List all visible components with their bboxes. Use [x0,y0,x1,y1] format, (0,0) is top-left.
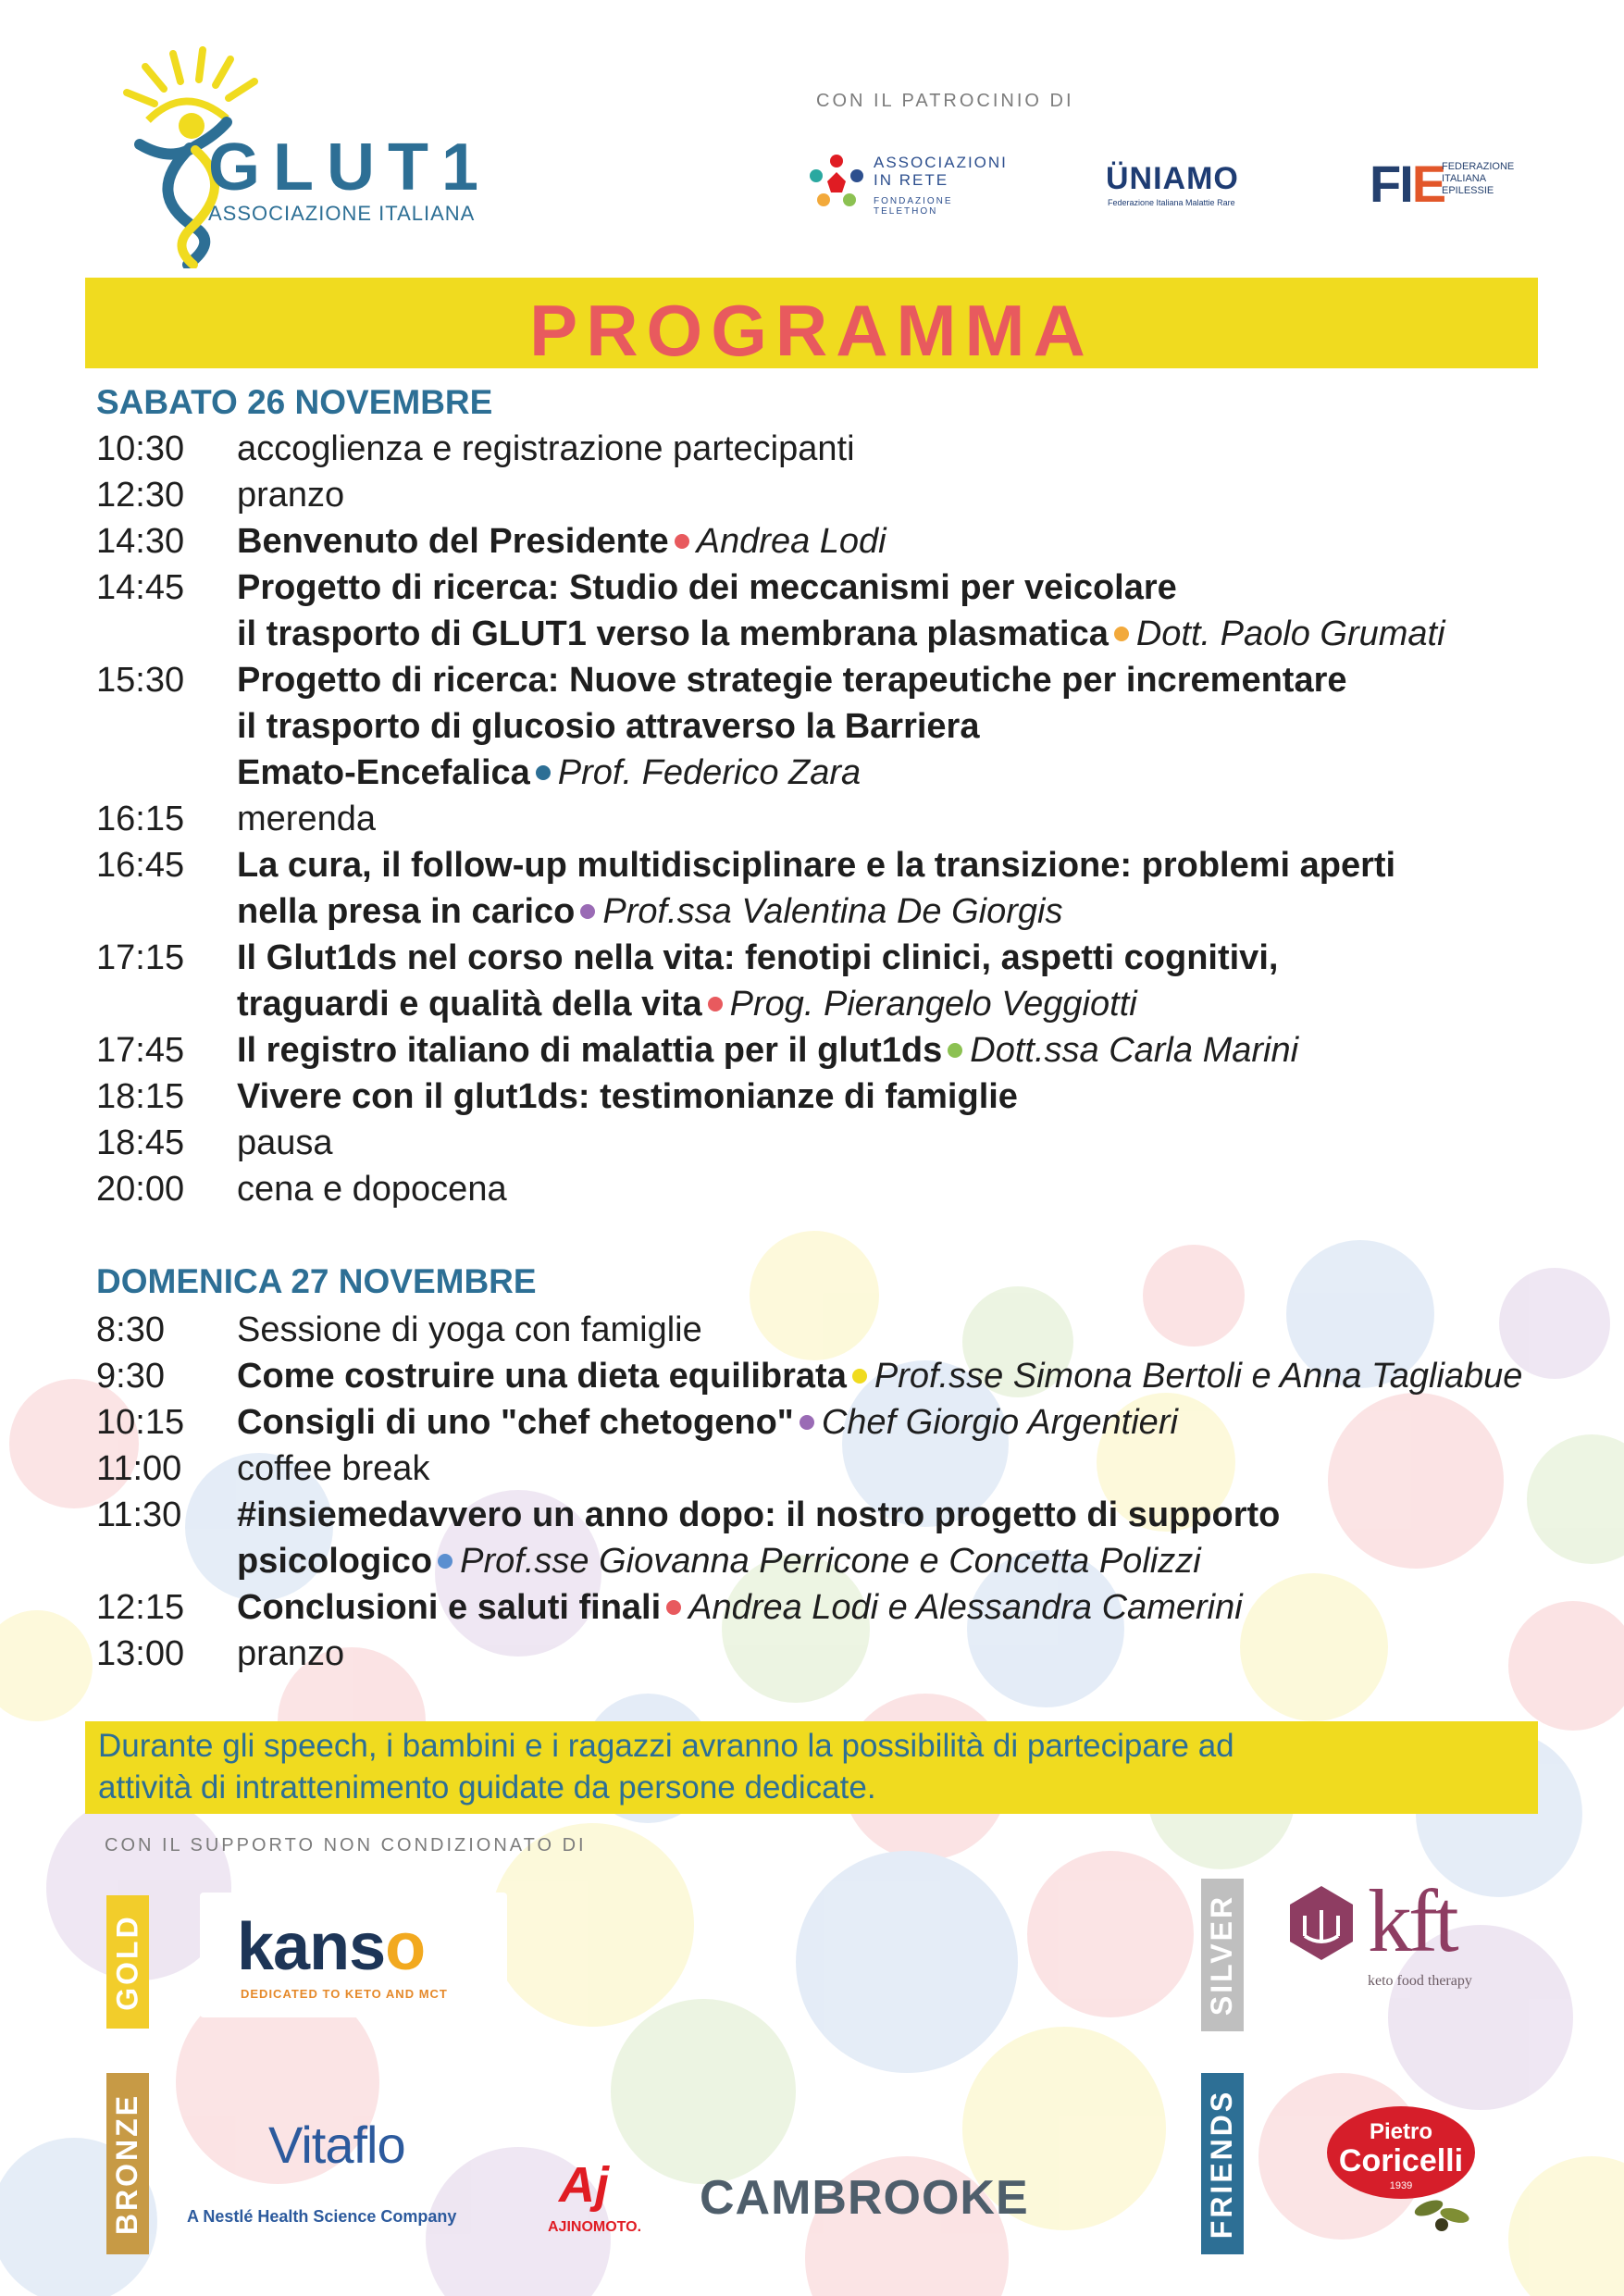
associazioni-text [874,154,1008,189]
schedule-row [96,657,1577,796]
uniamo-name: ÜNIAMO [1106,161,1239,196]
schedule-description [237,1027,1577,1074]
schedule-time: 15:30 [96,661,185,700]
bullet-dot-icon [800,1415,814,1430]
schedule-description [237,1492,1577,1584]
ajinomoto-mark: Aj [559,2157,609,2213]
schedule-line [237,1492,1577,1538]
bullet-dot-icon [536,765,551,780]
schedule-text: pausa [237,1123,333,1162]
speaker-name: Prof.ssa Valentina De Giorgis [602,892,1063,931]
speaker-name: Prof.sse Giovanna Perricone e Concetta Polizzi [460,1542,1201,1581]
schedule-row [96,1166,1577,1212]
logo-subtitle: ASSOCIAZIONE ITALIANA [208,202,476,225]
kanso-tagline: DEDICATED TO KETO AND MCT [241,1987,448,2001]
schedule-time: 13:00 [96,1634,185,1673]
fie-line1: FEDERAZIONE [1442,161,1515,172]
schedule-time: 10:15 [96,1403,185,1442]
associazioni-line1: ASSOCIAZIONI [874,154,1008,171]
schedule-text: il trasporto di GLUT1 verso la membrana plasmatica [237,614,1109,653]
bullet-dot-icon [852,1369,867,1384]
schedule-time: 18:15 [96,1077,185,1116]
schedule-description [237,1120,1577,1166]
schedule-line [237,1446,1577,1492]
schedule-time: 11:00 [96,1449,182,1488]
schedule-text: cena e dopocena [237,1170,507,1209]
schedule-text: il trasporto di glucosio attraverso la Barriera [237,707,980,746]
schedule-text: Vivere con il glut1ds: testimonianze di famiglie [237,1077,1018,1116]
uniamo-logo [1106,148,1272,213]
tier-friends-label: FRIENDS [1205,2089,1239,2239]
schedule-row [96,842,1577,935]
schedule-row [96,472,1577,518]
schedule-time: 17:15 [96,938,185,977]
coricelli-line1: Pietro [1369,2119,1432,2144]
fie-mark-e: E [1411,155,1445,213]
fie-line2: ITALIANA [1442,173,1487,184]
schedule-line [237,750,1577,796]
kanso-name-b: o [385,1910,426,1984]
schedule-time: 10:30 [96,429,185,468]
star-people-icon [807,152,866,211]
schedule-sabato [96,426,1577,1212]
patrocinio-label: CON IL PATROCINIO DI [816,91,1074,111]
speaker-name: Dott.ssa Carla Marini [970,1031,1299,1070]
schedule-text: accoglienza e registrazione partecipanti [237,429,855,468]
schedule-line [237,1631,1577,1677]
schedule-description [237,796,1577,842]
kft-tagline: keto food therapy [1368,1973,1472,1989]
glut1-logo [106,46,492,268]
hexagon-icon [1284,1882,1358,1966]
schedule-text: psicologico [237,1542,433,1581]
bullet-dot-icon [948,1043,962,1058]
schedule-description [237,1631,1577,1677]
vitaflo-logo [185,2105,500,2244]
schedule-line [237,703,1577,750]
schedule-line [237,1166,1577,1212]
ajinomoto-name: AJINOMOTO. [548,2219,642,2235]
notice-line1: Durante gli speech, i bambini e i ragazzi avranno la possibilità di partecipare ad [98,1728,1234,1764]
schedule-line [237,1584,1577,1631]
schedule-text: Il registro italiano di malattia per il glut1ds [237,1031,943,1070]
schedule-description [237,1399,1577,1446]
tier-bronze-badge [106,2073,149,2254]
kanso-name-a: kans [237,1910,386,1984]
tier-gold-label: GOLD [110,1913,144,2011]
schedule-text: Sessione di yoga con famiglie [237,1310,702,1349]
speaker-name: Andrea Lodi [696,522,886,561]
schedule-line [237,472,1577,518]
speaker-name: Prof.sse Simona Bertoli e Anna Tagliabue [874,1357,1523,1396]
tier-bronze-label: BRONZE [110,2092,144,2235]
coricelli-year: 1939 [1389,2180,1413,2191]
schedule-time: 17:45 [96,1031,185,1070]
schedule-line [237,518,1577,565]
logo-name: GLUT1 [208,130,492,205]
schedule-row [96,1492,1577,1584]
schedule-line [237,1399,1577,1446]
schedule-time: 8:30 [96,1310,165,1349]
tier-gold-badge [106,1895,149,2029]
schedule-line [237,842,1577,888]
fie-line3: EPILESSIE [1442,185,1494,196]
speaker-name: Chef Giorgio Argentieri [821,1403,1178,1442]
schedule-text: Emato-Encefalica [237,753,530,792]
schedule-line [237,935,1577,981]
schedule-description [237,1166,1577,1212]
schedule-text: pranzo [237,476,345,515]
fondazione-telethon-text: FONDAZIONE TELETHON [874,196,953,217]
schedule-line [237,1120,1577,1166]
associazioni-line2: IN RETE [874,171,949,189]
schedule-line [237,1074,1577,1120]
schedule-description [237,565,1577,657]
coricelli-line2: Coricelli [1338,2143,1464,2178]
schedule-row [96,426,1577,472]
schedule-description [237,1584,1577,1631]
schedule-row [96,1074,1577,1120]
schedule-time: 9:30 [96,1357,165,1396]
day-heading-sabato: SABATO 26 NOVEMBRE [96,383,493,421]
schedule-text: merenda [237,800,376,838]
cambrooke-logo: CAMBROOKE [700,2171,1029,2225]
fie-logo [1370,148,1527,213]
schedule-description [237,1446,1577,1492]
kanso-logo [200,1893,507,2017]
bullet-dot-icon [708,997,723,1011]
schedule-line [237,611,1577,657]
schedule-description [237,842,1577,935]
schedule-row [96,565,1577,657]
kft-logo [1284,1869,1525,1999]
ajinomoto-logo [544,2156,646,2249]
schedule-time: 16:15 [96,800,185,838]
vitaflo-tagline: A Nestlé Health Science Company [187,2207,457,2226]
speaker-name: Andrea Lodi e Alessandra Camerini [688,1588,1243,1627]
schedule-line [237,1307,1577,1353]
schedule-line [237,426,1577,472]
schedule-description [237,518,1577,565]
schedule-description [237,935,1577,1027]
schedule-time: 12:15 [96,1588,185,1627]
schedule-description [237,1307,1577,1353]
schedule-text: La cura, il follow-up multidisciplinare e la transizione: problemi aperti [237,846,1396,885]
schedule-time: 12:30 [96,476,185,515]
schedule-domenica [96,1307,1577,1677]
schedule-description [237,1353,1577,1399]
notice-banner [85,1721,1538,1814]
kanso-name [237,1909,425,1985]
schedule-line [237,888,1577,935]
schedule-time: 11:30 [96,1496,182,1534]
schedule-row [96,1399,1577,1446]
olive-branch-icon [1401,2190,1484,2236]
schedule-time: 14:30 [96,522,185,561]
page-title: PROGRAMMA [529,290,1094,371]
vitaflo-name: Vitaflo [268,2116,405,2174]
schedule-text: Consigli di uno "chef chetogeno" [237,1403,794,1442]
associazioni-in-rete-logo [807,148,1020,217]
schedule-line [237,796,1577,842]
tier-silver-label: SILVER [1205,1893,1239,2017]
schedule-description [237,472,1577,518]
schedule-line [237,657,1577,703]
schedule-row [96,1307,1577,1353]
speaker-name: Prog. Pierangelo Veggiotti [729,985,1137,1024]
schedule-row [96,935,1577,1027]
schedule-text: Il Glut1ds nel corso nella vita: fenotipi clinici, aspetti cognitivi, [237,938,1279,977]
schedule-time: 16:45 [96,846,185,885]
schedule-row [96,1446,1577,1492]
speaker-name: Dott. Paolo Grumati [1135,614,1445,653]
fie-mark-fi: FI [1370,155,1412,213]
schedule-time: 18:45 [96,1123,185,1162]
schedule-row [96,1631,1577,1677]
schedule-text: #insiemedavvero un anno dopo: il nostro progetto di supporto [237,1496,1281,1534]
schedule-row [96,518,1577,565]
sponsors-label: CON IL SUPPORTO NON CONDIZIONATO DI [105,1835,587,1855]
schedule-row [96,1353,1577,1399]
schedule-text: pranzo [237,1634,345,1673]
bullet-dot-icon [1114,627,1129,641]
schedule-row [96,1584,1577,1631]
bullet-dot-icon [666,1600,681,1615]
schedule-text: Progetto di ricerca: Nuove strategie terapeutiche per incrementare [237,661,1347,700]
schedule-description [237,426,1577,472]
day-heading-domenica: DOMENICA 27 NOVEMBRE [96,1262,537,1300]
uniamo-subtitle: Federazione Italiana Malattie Rare [1108,198,1235,207]
schedule-line [237,1027,1577,1074]
coricelli-logo [1327,2101,1475,2230]
schedule-line [237,981,1577,1027]
schedule-row [96,796,1577,842]
title-banner [85,278,1538,371]
schedule-time: 14:45 [96,568,185,607]
bullet-dot-icon [675,534,689,549]
schedule-line [237,1353,1577,1399]
tier-friends-badge [1201,2073,1244,2254]
schedule-row [96,1027,1577,1074]
schedule-line [237,1538,1577,1584]
schedule-text: nella presa in carico [237,892,576,931]
bullet-dot-icon [580,904,595,919]
schedule-text: Benvenuto del Presidente [237,522,669,561]
schedule-text: Come costruire una dieta equilibrata [237,1357,847,1396]
tier-silver-badge [1201,1879,1244,2031]
schedule-row [96,1120,1577,1166]
fie-text [1442,161,1514,197]
notice-line2: attività di intrattenimento guidate da persone dedicate. [98,1769,876,1806]
schedule-description [237,657,1577,796]
kft-name: kft [1368,1871,1456,1970]
schedule-text: coffee break [237,1449,430,1488]
bullet-dot-icon [438,1554,452,1569]
schedule-text: Progetto di ricerca: Studio dei meccanismi per veicolare [237,568,1177,607]
schedule-line [237,565,1577,611]
schedule-time: 20:00 [96,1170,185,1209]
speaker-name: Prof. Federico Zara [557,753,862,792]
schedule-text: traguardi e qualità della vita [237,985,702,1024]
schedule-description [237,1074,1577,1120]
fie-mark [1370,154,1444,214]
schedule-text: Conclusioni e saluti finali [237,1588,662,1627]
